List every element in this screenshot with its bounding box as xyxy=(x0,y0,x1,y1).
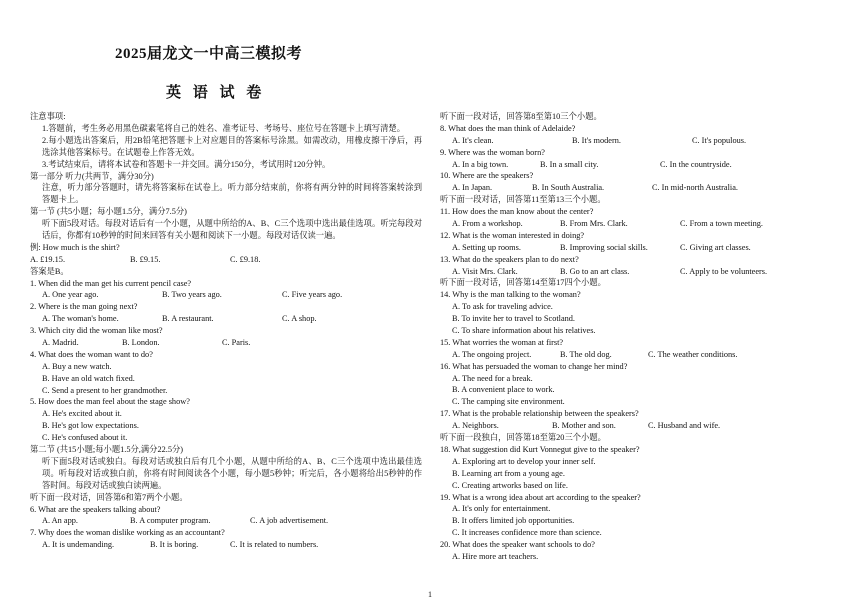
option: B. A convenient place to work. xyxy=(452,385,555,395)
question-6: 6. What are the speakers talking about? xyxy=(30,504,161,514)
option: C. It is related to numbers. xyxy=(230,540,319,550)
question-2-options xyxy=(30,313,422,325)
note-1: 1.答题前，考生务必用黑色碳素笔将自己的姓名、准考证号、考场号、座位号在答题卡上填写清楚。 xyxy=(42,123,405,133)
question-12-options xyxy=(440,242,840,254)
option: B. A computer program. xyxy=(130,516,211,526)
option: B. It's modern. xyxy=(572,135,621,145)
option: A. Setting up rooms. xyxy=(452,242,521,252)
option: A. To ask for traveling advice. xyxy=(452,302,553,312)
dialogue-direction: 听下面一段独白，回答第18至第20三个小题。 xyxy=(440,433,606,443)
question-2: 2. Where is the man going next? xyxy=(30,302,138,312)
section1-heading: 第一节 (共5小题；每小题1.5分，满分7.5分) xyxy=(30,207,187,217)
question-12: 12. What is the woman interested in doing? xyxy=(440,230,585,240)
question-10-options xyxy=(440,182,840,194)
option: A. He's excited about it. xyxy=(42,409,122,419)
option: B. Learning art from a young age. xyxy=(452,468,565,478)
question-11-options xyxy=(440,218,840,230)
option: A. One year ago. xyxy=(42,290,99,300)
option: A. Madrid. xyxy=(42,338,79,348)
question-10: 10. Where are the speakers? xyxy=(440,171,534,181)
question-8-options xyxy=(440,135,840,147)
option: C. To share information about his relatives. xyxy=(452,326,596,336)
exam-subtitle: 英 语 试 卷 xyxy=(166,85,266,101)
question-9: 9. Where was the woman born? xyxy=(440,147,545,157)
example-options xyxy=(30,254,422,266)
option: A. Visit Mrs. Clark. xyxy=(452,266,518,276)
option: C. The weather conditions. xyxy=(648,349,738,359)
option: C. From a town meeting. xyxy=(680,219,763,229)
question-9-options xyxy=(440,159,840,171)
option: C. In the countryside. xyxy=(660,159,732,169)
option: C. It's populous. xyxy=(692,135,747,145)
note-2: 2.每小题选出答案后，用2B铅笔把答题卡上对应题目的答案标号涂黑。如需改动，用橡皮擦干净后，再选涂其他答案标号。在试题卷上作答无效。 xyxy=(42,135,422,157)
option: A. It's only for entertainment. xyxy=(452,504,551,514)
question-5: 5. How does the man feel about the stage show? xyxy=(30,397,190,407)
part1-note: 注意，听力部分答题时，请先将答案标在试卷上。听力部分结束前，你将有两分钟的时间将答案转涂到答题卡上。 xyxy=(42,183,422,205)
question-6-options xyxy=(30,515,422,527)
right-column xyxy=(440,111,840,563)
question-8: 8. What does the man think of Adelaide? xyxy=(440,123,576,133)
option: B. Two years ago. xyxy=(162,290,222,300)
question-18: 18. What suggestion did Kurt Vonnegut give to the speaker? xyxy=(440,444,640,454)
option: B. It offers limited job opportunities. xyxy=(452,516,575,526)
option: A. Exploring art to develop your inner self. xyxy=(452,456,596,466)
option: B. In a small city. xyxy=(540,159,599,169)
left-column xyxy=(30,111,422,551)
option: A. It's clean. xyxy=(452,135,494,145)
section2-heading: 第二节 (共15小题;每小题1.5分,满分22.5分) xyxy=(30,445,184,455)
question-7-options xyxy=(30,539,422,551)
option: C. £9.18. xyxy=(230,254,261,264)
option: B. In South Australia. xyxy=(532,183,605,193)
option: B. Mother and son. xyxy=(552,421,616,431)
section1-directions: 听下面5段对话。每段对话后有一个小题，从题中所给的A、B、C三个选项中选出最佳选项。听完每段对话后，你都有10秒钟的时间来回答有关小题和阅读下一小题。每段对话仅读一遍。 xyxy=(42,219,422,240)
option: C. Paris. xyxy=(222,338,251,348)
option: B. Improving social skills. xyxy=(560,242,648,252)
dialogue-direction: 听下面一段对话，回答第14至第17四个小题。 xyxy=(440,278,606,288)
option: B. From Mrs. Clark. xyxy=(560,219,628,229)
question-3: 3. Which city did the woman like most? xyxy=(30,326,163,336)
option: C. Husband and wife. xyxy=(648,421,721,431)
question-15: 15. What worries the woman at first? xyxy=(440,337,564,347)
option: A. Neighbors. xyxy=(452,421,499,431)
page-number: 1 xyxy=(428,590,432,599)
question-1-options xyxy=(30,289,422,301)
dialogue-direction: 听下面一段对话，回答第8至第10三个小题。 xyxy=(440,112,602,121)
option: B. Have an old watch fixed. xyxy=(42,373,135,383)
option: B. To invite her to travel to Scotland. xyxy=(452,314,576,324)
question-7: 7. Why does the woman dislike working as an accountant? xyxy=(30,528,225,538)
option: C. In mid-north Australia. xyxy=(652,183,738,193)
notes-title: 注意事项: xyxy=(30,112,66,121)
question-3-options xyxy=(30,337,422,349)
option: B. London. xyxy=(122,338,160,348)
option: A. The ongoing project. xyxy=(452,349,532,359)
option: B. Go to an art class. xyxy=(560,266,630,276)
option: A. An app. xyxy=(42,516,78,526)
option: A. It is undemanding. xyxy=(42,540,115,550)
option: A. £19.15. xyxy=(30,254,66,264)
question-13: 13. What do the speakers plan to do next? xyxy=(440,254,579,264)
option: B. He's got low expectations. xyxy=(42,421,139,431)
option: A. Hire more art teachers. xyxy=(452,551,539,561)
option: B. It is boring. xyxy=(150,540,199,550)
option: A. In Japan. xyxy=(452,183,493,193)
question-11: 11. How does the man know about the center? xyxy=(440,207,594,217)
option: A. In a big town. xyxy=(452,159,509,169)
option: A. The need for a break. xyxy=(452,373,533,383)
question-1: 1. When did the man get his current pencil case? xyxy=(30,278,192,288)
section2-directions: 听下面5段对话或独白。每段对话或独白后有几个小题，从题中所给的A、B、C三个选项中选出最佳选项。听每段对话或独白前，你将有时间阅读各个小题，每小题5秒钟；听完后，各小题将给出5秒钟的作答时间。每段对话或独白读两遍。 xyxy=(42,456,422,490)
question-16: 16. What has persuaded the woman to change her mind? xyxy=(440,361,628,371)
option: C. Creating artworks based on life. xyxy=(452,480,568,490)
option: A. The woman's home. xyxy=(42,314,119,324)
question-19: 19. What is a wrong idea about art according to the speaker? xyxy=(440,492,641,502)
option: C. Send a present to her grandmother. xyxy=(42,385,168,395)
option: C. Apply to be volunteers. xyxy=(680,266,768,276)
dialogue-direction: 听下面一段对话，回答第11至第13三个小题。 xyxy=(440,195,606,205)
question-4: 4. What does the woman want to do? xyxy=(30,349,153,359)
option: A. From a workshop. xyxy=(452,219,523,229)
dialogue-direction: 听下面一段对话，回答第6和第7两个小题。 xyxy=(30,492,188,502)
part1-heading: 第一部分 听力(共两节，满分30分) xyxy=(30,171,154,181)
exam-title: 2025届龙文一中高三模拟考 xyxy=(115,46,303,62)
note-3: 3.考试结束后，请将本试卷和答题卡一并交回。满分150分，考试用时120分钟。 xyxy=(42,159,331,169)
option: C. Giving art classes. xyxy=(680,242,751,252)
option: C. It increases confidence more than science. xyxy=(452,528,602,538)
example-answer: 答案是B。 xyxy=(30,266,69,276)
option: A. Buy a new watch. xyxy=(42,361,112,371)
option: C. The camping site environment. xyxy=(452,397,565,407)
option: C. A shop. xyxy=(282,314,317,324)
example-question: 例: How much is the shirt? xyxy=(30,242,120,252)
option: C. He's confused about it. xyxy=(42,433,128,443)
question-17: 17. What is the probable relationship between the speakers? xyxy=(440,409,639,419)
option: B. A restaurant. xyxy=(162,314,214,324)
question-14: 14. Why is the man talking to the woman? xyxy=(440,290,581,300)
option: C. A job advertisement. xyxy=(250,516,329,526)
question-15-options xyxy=(440,349,840,361)
question-20: 20. What does the speaker want schools to do? xyxy=(440,540,595,550)
option: B. The old dog. xyxy=(560,349,612,359)
option: B. £9.15. xyxy=(130,254,161,264)
question-17-options xyxy=(440,420,840,432)
question-13-options xyxy=(440,266,840,278)
option: C. Five years ago. xyxy=(282,290,343,300)
